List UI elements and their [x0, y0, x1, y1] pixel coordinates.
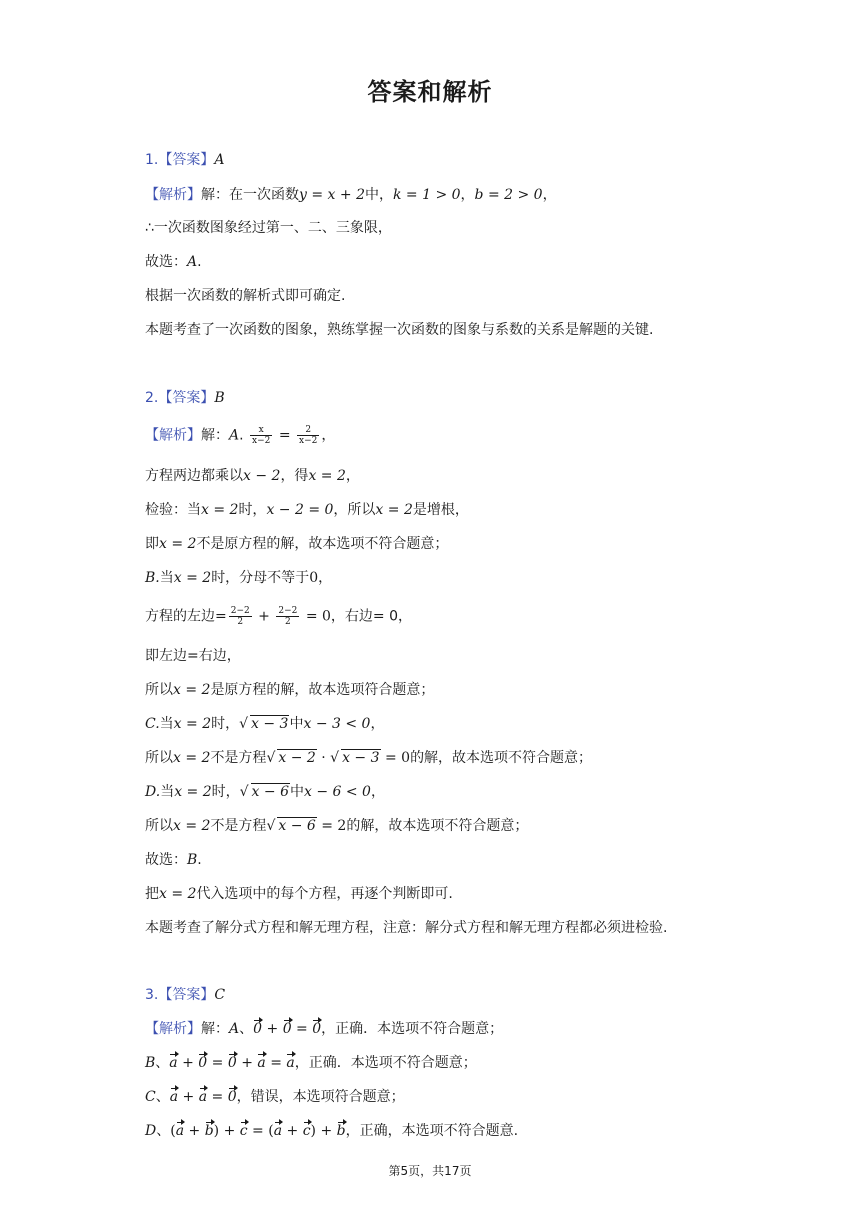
formula: = [274, 427, 296, 444]
sqrt-symbol: √ [239, 716, 249, 732]
formula: 0 [309, 570, 319, 586]
formula: A [229, 1021, 240, 1037]
sqrt-symbol: √ [330, 750, 340, 766]
fraction [250, 425, 272, 446]
vector-b: b [336, 1123, 346, 1139]
text: 的解，故本选项不符合题意； [410, 750, 593, 766]
text: 中 [289, 716, 304, 732]
text: . [239, 427, 249, 444]
sqrt-symbol: √ [266, 750, 276, 766]
text: 所以 [145, 682, 173, 698]
formula: b = 2 > 0 [474, 187, 543, 203]
text: ，正确．本选项不符合题意； [294, 1055, 477, 1071]
q2-analysis-line-2 [145, 466, 360, 486]
text: 时， [238, 502, 267, 518]
formula: x = 2 [173, 570, 212, 586]
q3-number: 3. [145, 987, 159, 1003]
vector-c: c [302, 1123, 311, 1139]
formula: D [145, 1123, 157, 1139]
radicand: x − 2 [278, 750, 316, 766]
vector-zero: 0 [227, 1055, 237, 1071]
vector-a: a [169, 1089, 179, 1105]
fraction [297, 425, 319, 446]
text: 当 [159, 716, 174, 732]
text: 所以 [145, 750, 173, 766]
answer-tag: 【答案】 [158, 152, 215, 168]
formula: x = 2 [308, 468, 346, 484]
text: 时， [211, 716, 240, 732]
vector-a: a [257, 1055, 266, 1071]
formula: + [253, 608, 275, 625]
numerator: 2−2 [278, 606, 298, 616]
formula: x = 2 [159, 886, 197, 902]
q3-analysis-line-2: B、a + 0 = 0 + a = a，正确．本选项不符合题意； [145, 1055, 477, 1071]
text: . [197, 852, 202, 868]
text: ，右边= 0， [330, 608, 413, 625]
formula: B [145, 1055, 156, 1071]
text: 时， [211, 784, 240, 800]
q1-analysis-line-2: ∴一次函数图象经过第一、二、三象限， [145, 220, 392, 236]
text: 是增根， [412, 502, 469, 518]
text: 故选： [145, 852, 187, 868]
page-title: 答案和解析 [367, 78, 493, 106]
text: 故选： [145, 254, 187, 270]
text: 所以 [145, 818, 173, 834]
q3-analysis-line-4: D、(a + b) + c = (a + c) + b，正确，本选项不符合题意. [145, 1123, 519, 1139]
text: ，所以 [333, 502, 376, 518]
text: ， [542, 187, 557, 203]
text: 、 [155, 1089, 170, 1105]
formula: A [187, 254, 198, 270]
formula: x = 2 [173, 682, 211, 698]
page-footer: 第5页，共17页 [388, 1164, 472, 1178]
radicand: x − 3 [251, 716, 289, 732]
q2-analysis-line-11 [145, 782, 385, 802]
q3-analysis-line-3: C、a + a = 0，错误，本选项符合题意； [145, 1089, 405, 1105]
answer-tag: 【答案】 [158, 390, 215, 406]
q1-analysis-line-5: 本题考查了一次函数的图象，熟练掌握一次函数的图象与系数的关系是解题的关键. [145, 322, 654, 338]
q2-analysis-line-5 [145, 568, 332, 588]
vector-b: b [204, 1123, 214, 1139]
denominator: x−2 [299, 436, 318, 446]
numerator: 2−2 [230, 606, 250, 616]
vector-a: a [198, 1089, 208, 1105]
q2-analysis-line-7: 即左边=右边， [145, 648, 241, 664]
formula: C. [145, 716, 160, 732]
formula: · [316, 750, 331, 766]
vector-c: c [239, 1123, 248, 1139]
text: ，正确，本选项不符合题意. [345, 1123, 519, 1139]
text: ， [321, 427, 336, 444]
q2-answer: B [214, 390, 225, 406]
formula: = 0 [380, 750, 411, 766]
sqrt-symbol: √ [266, 818, 276, 834]
formula: B. [145, 570, 160, 586]
vector-a: a [169, 1055, 178, 1071]
vector-a: a [273, 1123, 283, 1139]
q2-analysis-line-14 [145, 884, 453, 904]
text: ， [318, 570, 333, 586]
q2-analysis-line-12 [145, 816, 528, 836]
text: 解： [201, 427, 229, 444]
text: 代入选项中的每个方程，再逐个判断即可. [196, 886, 453, 902]
formula: x − 3 < 0 [303, 716, 371, 732]
vector-zero: 0 [282, 1021, 292, 1037]
formula: y = x + 2 [299, 187, 365, 203]
text: 检验：当 [145, 502, 201, 518]
formula: x − 6 < 0 [303, 784, 371, 800]
text: 中 [289, 784, 304, 800]
q1-answer-heading [145, 150, 224, 170]
text: ， [345, 468, 360, 484]
q1-answer: A [214, 152, 225, 168]
answer-tag: 【答案】 [158, 987, 215, 1003]
vector-zero: 0 [198, 1055, 208, 1071]
text: . [197, 254, 202, 270]
formula: x = 2 [375, 502, 413, 518]
text: ，得 [280, 468, 309, 484]
text: 方程的左边= [145, 608, 227, 625]
radicand: x − 3 [342, 750, 380, 766]
q2-analysis-line-4 [145, 534, 448, 554]
radicand: x − 6 [251, 784, 289, 800]
formula: = 0 [301, 608, 331, 625]
formula: x − 2 = 0 [266, 502, 334, 518]
text: 、 [156, 1123, 171, 1139]
q2-answer-heading [145, 388, 225, 408]
q1-number: 1. [145, 152, 159, 168]
analysis-tag: 【解析】 [145, 1021, 201, 1037]
text: 把 [145, 886, 159, 902]
text: 方程两边都乘以 [145, 468, 243, 484]
text: 不是原方程的解，故本选项不符合题意； [196, 536, 449, 552]
text: 解： [201, 1021, 229, 1037]
radicand: x − 6 [278, 818, 316, 834]
numerator: 2 [297, 425, 319, 436]
vector-a: a [175, 1123, 185, 1139]
formula: x = 2 [174, 784, 212, 800]
q3-analysis-line-1: 【解析】解：A、0 + 0 = 0，正确．本选项不符合题意； [145, 1021, 504, 1037]
denominator: 2 [285, 617, 291, 627]
text: 的解，故本选项不符合题意； [346, 818, 529, 834]
q2-analysis-line-13 [145, 850, 202, 870]
text: 解：在一次函数 [201, 187, 299, 203]
q2-analysis-line-10 [145, 748, 592, 768]
q2-analysis-line-15: 本题考查了解分式方程和解无理方程，注意：解分式方程和解无理方程都必须进检验. [145, 920, 668, 936]
text: 即 [145, 536, 159, 552]
q2-analysis-line-9 [145, 714, 384, 734]
text: ， [370, 716, 385, 732]
text: 是原方程的解，故本选项符合题意； [210, 682, 435, 698]
text: ， [370, 784, 385, 800]
formula: D. [145, 784, 161, 800]
formula: = 2 [316, 818, 347, 834]
formula: x = 2 [173, 818, 211, 834]
text: 不是方程 [210, 750, 267, 766]
q1-analysis-line-4: 根据一次函数的解析式即可确定. [145, 288, 346, 304]
q1-analysis-line-1 [145, 185, 557, 205]
text: 、 [239, 1021, 254, 1037]
q3-answer-heading [145, 985, 225, 1005]
vector-zero: 0 [312, 1021, 322, 1037]
q2-analysis-line-8 [145, 680, 434, 700]
formula: B [187, 852, 198, 868]
fraction [276, 606, 299, 627]
text: ，错误，本选项符合题意； [236, 1089, 405, 1105]
denominator: 2 [237, 617, 244, 627]
text: 、 [155, 1055, 170, 1071]
q1-analysis-line-3 [145, 252, 202, 272]
q2-analysis-line-6 [145, 606, 412, 627]
formula: x = 2 [173, 716, 212, 732]
vector-a: a [286, 1055, 295, 1071]
numerator: x [250, 425, 272, 436]
q2-analysis-line-1 [145, 425, 335, 446]
formula: x = 2 [173, 750, 211, 766]
text: ，正确．本选项不符合题意； [321, 1021, 504, 1037]
text: 当 [159, 570, 174, 586]
text: ， [460, 187, 475, 203]
formula: C [145, 1089, 156, 1105]
formula: x = 2 [201, 502, 239, 518]
vector-zero: 0 [253, 1021, 263, 1037]
formula: k = 1 > 0 [392, 187, 461, 203]
denominator: x−2 [252, 436, 271, 446]
sqrt-symbol: √ [239, 784, 249, 800]
analysis-tag: 【解析】 [145, 187, 201, 203]
text: 中， [364, 187, 393, 203]
formula: x = 2 [159, 536, 197, 552]
formula: x − 2 [243, 468, 281, 484]
text: 时，分母不等于 [211, 570, 310, 586]
q2-number: 2. [145, 390, 159, 406]
q2-analysis-line-3 [145, 500, 469, 520]
formula: A [229, 427, 240, 444]
vector-zero: 0 [227, 1089, 237, 1105]
text: 当 [160, 784, 175, 800]
text: 不是方程 [210, 818, 267, 834]
analysis-tag: 【解析】 [145, 427, 201, 444]
fraction [229, 606, 252, 627]
q3-answer: C [214, 987, 226, 1003]
